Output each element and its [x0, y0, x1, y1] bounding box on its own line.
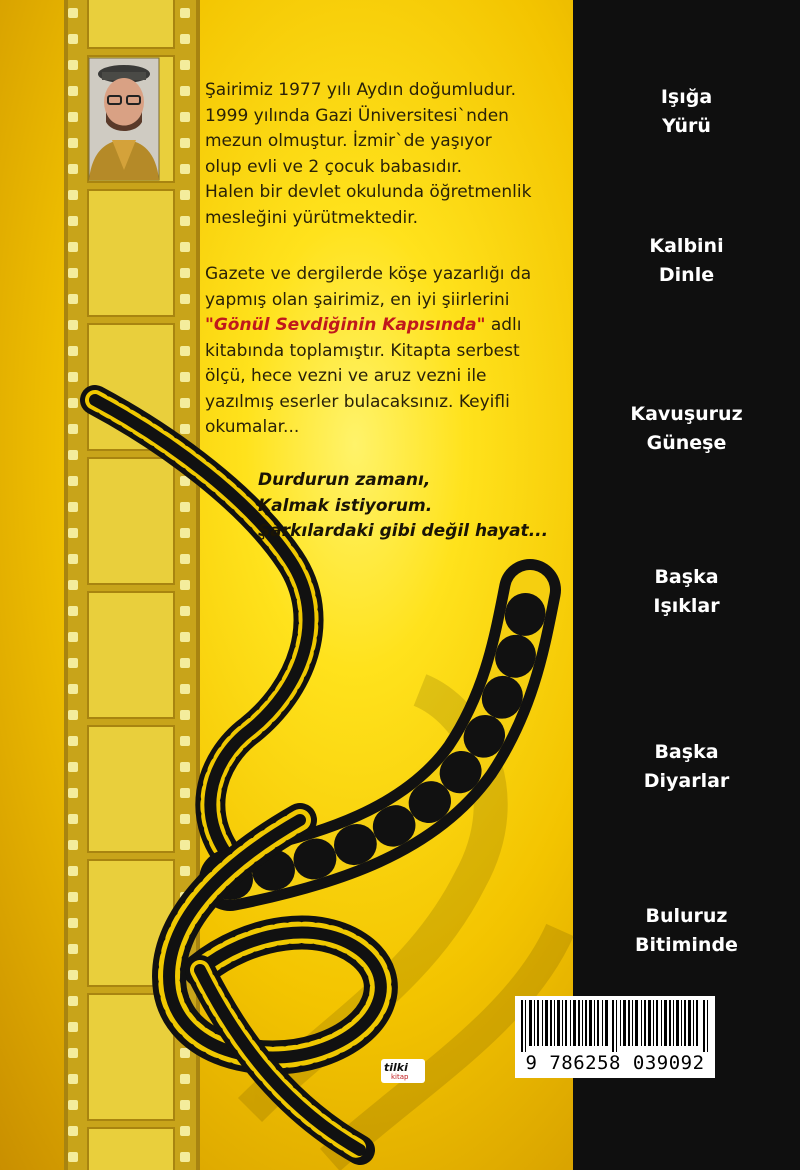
poem-quote — [258, 468, 568, 545]
quote-line: Kalmak istiyorum. — [258, 495, 433, 516]
bio-line: yazılmış eserler bulacaksınız. Keyifli — [205, 391, 510, 412]
poem-title-line: Buluruz — [645, 905, 728, 927]
author-bio-paragraph-1 — [205, 78, 565, 231]
poem-title-line: Bitiminde — [635, 934, 738, 956]
quote-line: Durdurun zamanı, — [258, 470, 431, 490]
bio-line: ölçü, hece vezni ve aruz vezni ile — [205, 366, 487, 386]
quote-line: Şarkılardaki gibi değil hayat... — [258, 521, 549, 541]
poem-title-line: Yürü — [662, 115, 711, 137]
bio-line: mezun olmuştur. İzmir`de yaşıyor — [205, 131, 492, 151]
isbn-barcode — [515, 996, 715, 1078]
poem-title-line: Işığa — [660, 86, 713, 108]
previous-book-title: "Gönül Sevdiğinin Kapısında" — [205, 315, 486, 335]
poem-title-1 — [573, 83, 800, 141]
bio-line: okumalar... — [205, 417, 300, 437]
bio-line: mesleğini yürütmektedir. — [205, 207, 419, 228]
publisher-logo-subtext: kitap — [391, 1073, 409, 1081]
poem-title-line: Başka — [654, 741, 719, 763]
poem-title-line: Başka — [654, 566, 719, 588]
poem-title-2 — [573, 232, 800, 290]
poem-title-line: Diyarlar — [643, 770, 730, 792]
poem-title-line: Dinle — [658, 264, 715, 286]
poem-title-line: Işıklar — [653, 595, 720, 617]
bio-line: olup evli ve 2 çocuk babasıdır. — [205, 156, 463, 177]
bio-line: adlı — [485, 315, 522, 335]
isbn-number: 9 786258 039092 — [525, 1052, 705, 1074]
barcode-bars — [515, 996, 715, 1052]
bio-line: kitabında toplamıştır. Kitapta serbest — [205, 340, 520, 361]
publisher-logo-text: tilki — [384, 1061, 408, 1074]
bio-line: Halen bir devlet okulunda öğretmenlik — [205, 182, 532, 202]
poem-title-5 — [573, 738, 800, 796]
poem-title-3 — [573, 400, 800, 458]
bio-line: yapmış olan şairimiz, en iyi şiirlerini — [205, 289, 510, 310]
poem-title-6 — [573, 902, 800, 960]
publisher-logo — [381, 1059, 425, 1083]
poem-title-line: Güneşe — [646, 432, 727, 454]
bio-line: Şairimiz 1977 yılı Aydın doğumludur. — [205, 80, 516, 100]
poem-title-line: Kavuşuruz — [630, 403, 743, 425]
bio-line: 1999 yılında Gazi Üniversitesi`nden — [205, 105, 509, 126]
poem-title-line: Kalbini — [649, 235, 724, 257]
bio-line: Gazete ve dergilerde köşe yazarlığı da — [205, 264, 532, 284]
author-photo — [89, 58, 159, 180]
author-bio-paragraph-2 — [205, 262, 565, 441]
poem-title-4 — [573, 563, 800, 621]
